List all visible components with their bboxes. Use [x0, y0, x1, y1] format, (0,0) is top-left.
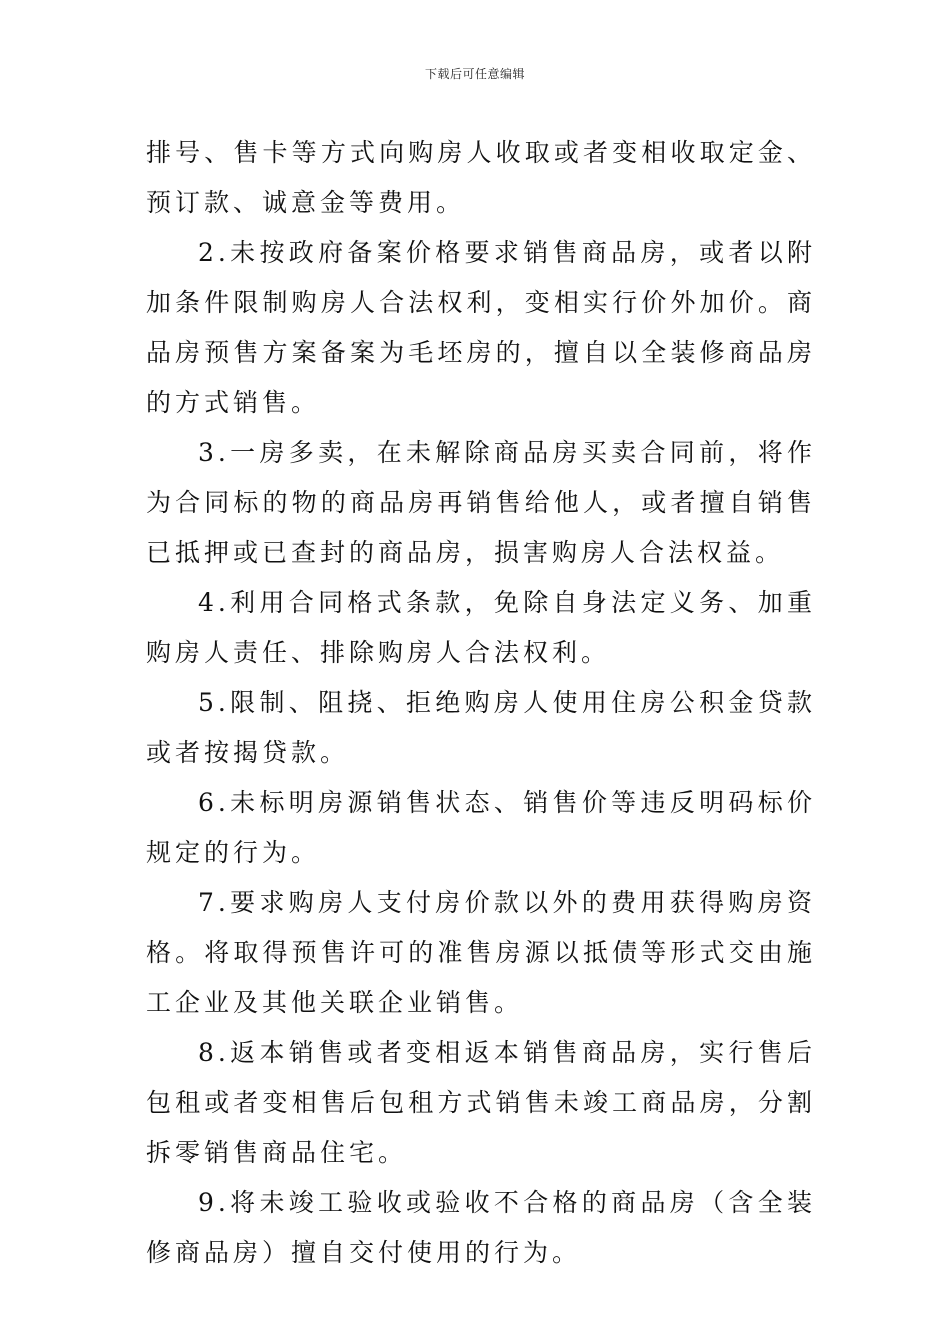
page-header: 下载后可任意编辑: [424, 67, 525, 81]
document-body: [146, 128, 816, 1278]
paragraph-item-7: 7.要求购房人支付房价款以外的费用获得购房资格。将取得预售许可的准售房源以抵债等形式交由施工企业及其他关联企业销售。: [146, 888, 816, 1017]
paragraph-item-3: 3.一房多卖，在未解除商品房买卖合同前，将作为合同标的物的商品房再销售给他人，或者擅自销售已抵押或已查封的商品房，损害购房人合法权益。: [146, 438, 816, 567]
paragraph-item-8: 8.返本销售或者变相返本销售商品房，实行售后包租或者变相售后包租方式销售未竣工商品房，分割拆零销售商品住宅。: [146, 1038, 816, 1167]
paragraph-item-2: 2.未按政府备案价格要求销售商品房，或者以附加条件限制购房人合法权利，变相实行价外加价。商品房预售方案备案为毛坯房的，擅自以全装修商品房的方式销售。: [146, 238, 816, 417]
paragraph-item-4: 4.利用合同格式条款，免除自身法定义务、加重购房人责任、排除购房人合法权利。: [146, 588, 816, 667]
paragraph-item-5: 5.限制、阻挠、拒绝购房人使用住房公积金贷款或者按揭贷款。: [146, 688, 816, 767]
paragraph-item-6: 6.未标明房源销售状态、销售价等违反明码标价规定的行为。: [146, 788, 816, 867]
paragraph-item-9: 9.将未竣工验收或验收不合格的商品房（含全装修商品房）擅自交付使用的行为。: [146, 1188, 816, 1267]
paragraph-continuation: 排号、售卡等方式向购房人收取或者变相收取定金、预订款、诚意金等费用。: [146, 138, 816, 217]
